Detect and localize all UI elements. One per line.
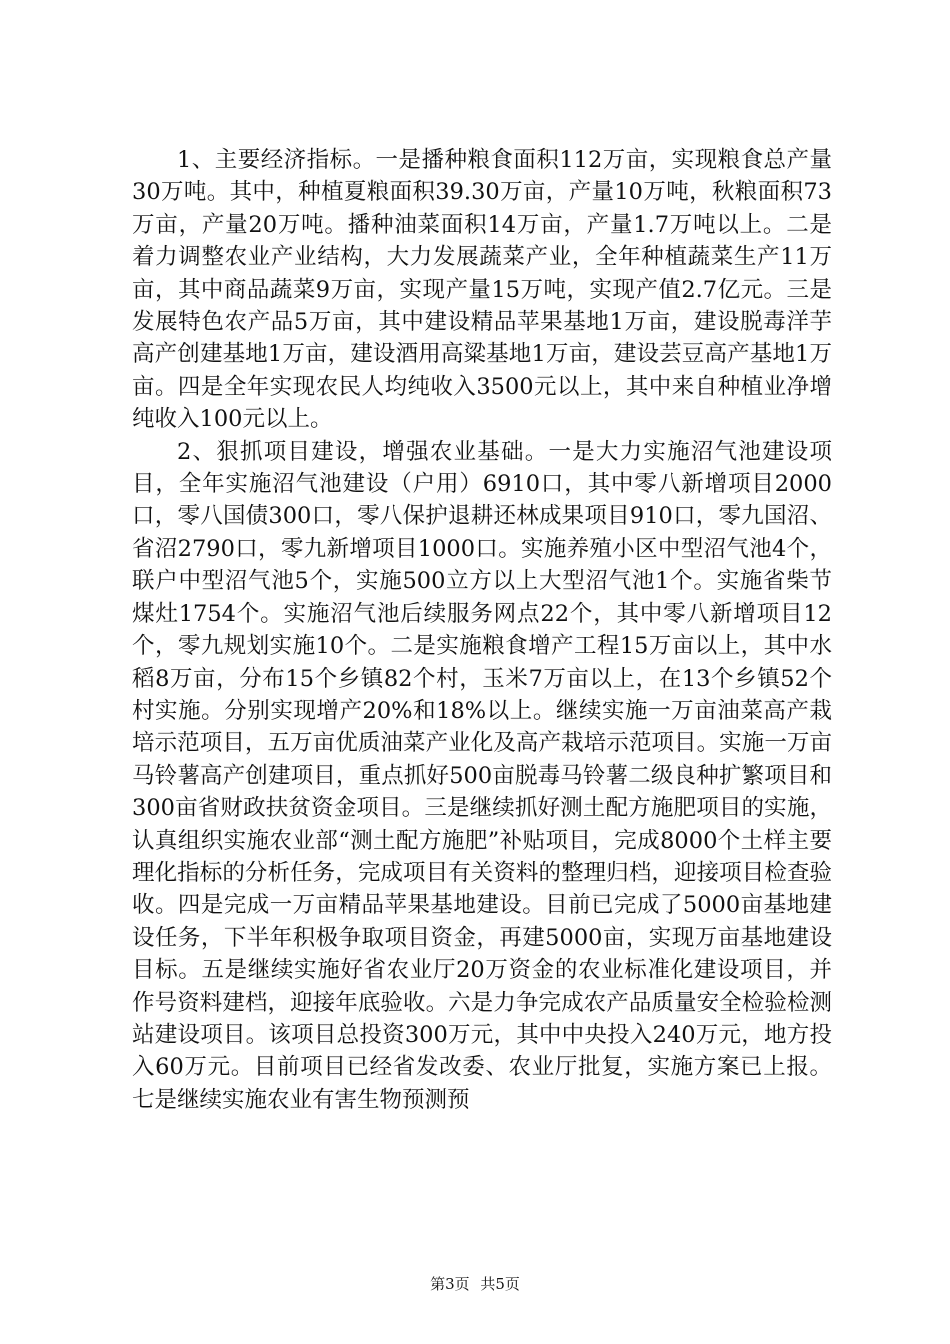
- document-body: [132, 144, 832, 1116]
- page-footer: [0, 1274, 950, 1294]
- page-total: 共5页: [480, 1275, 520, 1293]
- page-number: 第3页: [430, 1275, 470, 1293]
- paragraph-economic-indicators: 1、主要经济指标。一是播种粮食面积112万亩，实现粮食总产量30万吨。其中，种植夏粮面积39.30万亩，产量10万吨，秋粮面积73万亩，产量20万吨。播种油菜面积14万亩，产量1.7万吨以上。二是着力调整农业产业结构，大力发展蔬菜产业，全年种植蔬菜生产11万亩，其中商品蔬菜9万亩，实现产量15万吨，实现产值2.7亿元。三是发展特色农产品5万亩，其中建设精品苹果基地1万亩，建设脱毒洋芋高产创建基地1万亩，建设酒用高粱基地1万亩，建设芸豆高产基地1万亩。四是全年实现农民人均纯收入3500元以上，其中来自种植业净增纯收入100元以上。: [132, 147, 832, 433]
- paragraph-project-construction: 2、狠抓项目建设，增强农业基础。一是大力实施沼气池建设项目，全年实施沼气池建设（户用）6910口，其中零八新增项目2000口，零八国债300口，零八保护退耕还林成果项目910口，零九国沼、省沼2790口，零九新增项目1000口。实施养殖小区中型沼气池4个，联户中型沼气池5个，实施500立方以上大型沼气池1个。实施省柴节煤灶1754个。实施沼气池后续服务网点22个，其中零八新增项目12个，零九规划实施10个。二是实施粮食增产工程15万亩以上，其中水稻8万亩，分布15个乡镇82个村，玉米7万亩以上，在13个乡镇52个村实施。分别实现增产20%和18%以上。继续实施一万亩油菜高产栽培示范项目，五万亩优质油菜产业化及高产栽培示范项目。实施一万亩马铃薯高产创建项目，重点抓好500亩脱毒马铃薯二级良种扩繁项目和300亩省财政扶贫资金项目。三是继续抓好测土配方施肥项目的实施，认真组织实施农业部“测土配方施肥”补贴项目，完成8000个土样主要理化指标的分析任务，完成项目有关资料的整理归档，迎接项目检查验收。四是完成一万亩精品苹果基地建设。目前已完成了5000亩基地建设任务，下半年积极争取项目资金，再建5000亩，实现万亩基地建设目标。五是继续实施好省农业厅20万资金的农业标准化建设项目，并作号资料建档，迎接年底验收。六是力争完成农产品质量安全检验检测站建设项目。该项目总投资300万元，其中中央投入240万元，地方投入60万元。目前项目已经省发改委、农业厅批复，实施方案已上报。七是继续实施农业有害生物预测预: [132, 438, 832, 1113]
